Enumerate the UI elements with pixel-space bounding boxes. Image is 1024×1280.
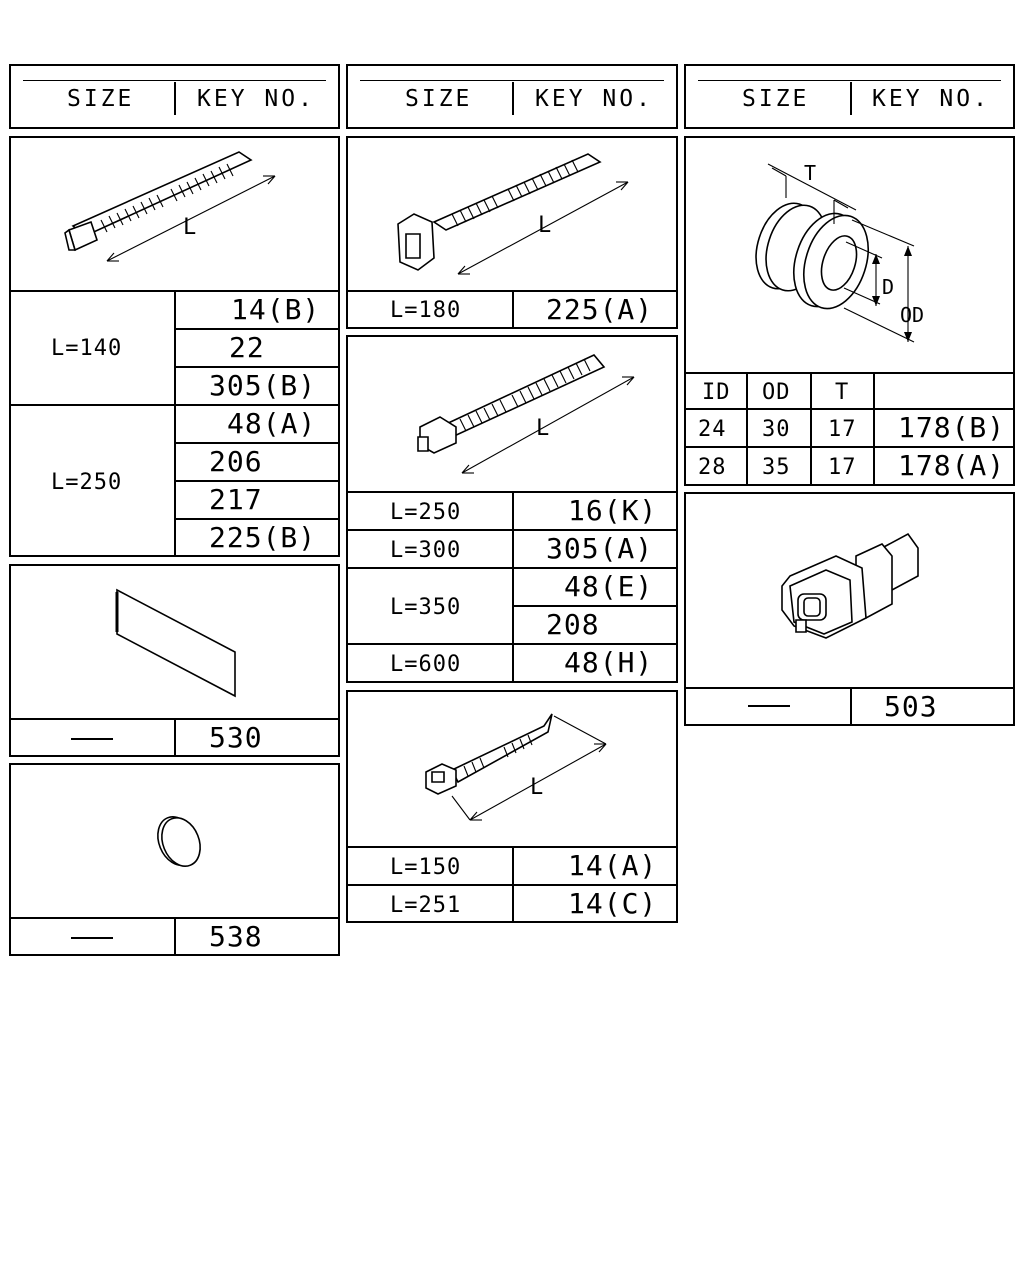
dim-label-l: L: [536, 416, 550, 441]
connector-housing-illustration: [686, 494, 1017, 688]
cell-t: 17: [828, 455, 857, 480]
cell-id: 24: [698, 417, 727, 442]
key-no: 16(K): [568, 494, 658, 527]
cell-id: 28: [698, 455, 727, 480]
tape-block: [9, 564, 340, 757]
col-header-t: T: [835, 380, 850, 405]
size-l140: L=140: [51, 336, 123, 361]
header-rule: [23, 80, 326, 81]
dim-label-t: T: [804, 161, 817, 185]
key-no-header: KEY NO.: [197, 86, 315, 112]
cable-tie-strap-illustration: [11, 138, 342, 293]
key-no: 14(C): [568, 887, 658, 920]
size-l180: L=180: [390, 298, 462, 323]
size-l300: L=300: [390, 538, 462, 563]
key-no: 225(B): [209, 521, 317, 554]
key-no: 48(H): [564, 646, 654, 679]
dim-label-l: L: [530, 775, 544, 800]
cell-t: 17: [828, 417, 857, 442]
key-no: 14(A): [568, 849, 658, 882]
col1-header: [9, 64, 340, 129]
adhesive-tape-illustration: [11, 566, 342, 718]
col-header-od: OD: [762, 380, 791, 405]
dim-label-d: D: [882, 275, 895, 299]
size-l250: L=250: [390, 500, 462, 525]
key-no: 208: [546, 608, 600, 641]
size-l251: L=251: [390, 893, 462, 918]
clip-tie-block: [346, 136, 678, 329]
key-no: 225(A): [546, 293, 654, 326]
key-no: 206: [209, 445, 263, 478]
key-no: 178(B): [898, 411, 1006, 444]
col2-header: [346, 64, 678, 129]
key-no: 48(A): [227, 407, 317, 440]
key-no-header: KEY NO.: [872, 86, 990, 112]
size-header: SIZE: [67, 86, 135, 112]
key-no: 305(B): [209, 369, 317, 402]
key-no: 503: [884, 690, 938, 723]
key-no: 530: [209, 721, 263, 754]
key-no: 538: [209, 920, 263, 953]
size-l600: L=600: [390, 652, 462, 677]
dim-label-od: OD: [900, 303, 925, 327]
key-no: 14(B): [231, 293, 321, 326]
size-header: SIZE: [405, 86, 473, 112]
key-no: 22: [229, 331, 265, 364]
cell-od: 35: [762, 455, 791, 480]
dim-label-l: L: [538, 213, 552, 238]
col3-header: [684, 64, 1015, 129]
header-divider: [174, 82, 176, 115]
cell-od: 30: [762, 417, 791, 442]
size-l250: L=250: [51, 470, 123, 495]
size-l150: L=150: [390, 855, 462, 880]
key-no: 305(A): [546, 532, 654, 565]
cable-tie-clip-illustration: [348, 138, 680, 290]
no-size-dash: [748, 705, 790, 707]
connector-block: [684, 492, 1015, 726]
size-header: SIZE: [742, 86, 810, 112]
col-header-id: ID: [702, 380, 731, 405]
no-size-dash: [71, 937, 113, 939]
cable-tie-block: [9, 136, 340, 557]
cable-tie-small-illustration: [348, 692, 680, 846]
no-size-dash: [71, 738, 113, 740]
round-cap-illustration: [11, 765, 342, 917]
grommet-block: [684, 136, 1015, 486]
key-no: 48(E): [564, 570, 654, 603]
wide-tie-block: [346, 335, 678, 683]
grommet-illustration: [686, 138, 1017, 372]
size-l350: L=350: [390, 595, 462, 620]
small-tie-block: [346, 690, 678, 923]
cable-tie-wide-illustration: [348, 337, 680, 491]
dim-label-l: L: [183, 215, 197, 240]
key-no: 217: [209, 483, 263, 516]
key-no-header: KEY NO.: [535, 86, 653, 112]
key-no: 178(A): [898, 449, 1006, 482]
cap-block: [9, 763, 340, 956]
